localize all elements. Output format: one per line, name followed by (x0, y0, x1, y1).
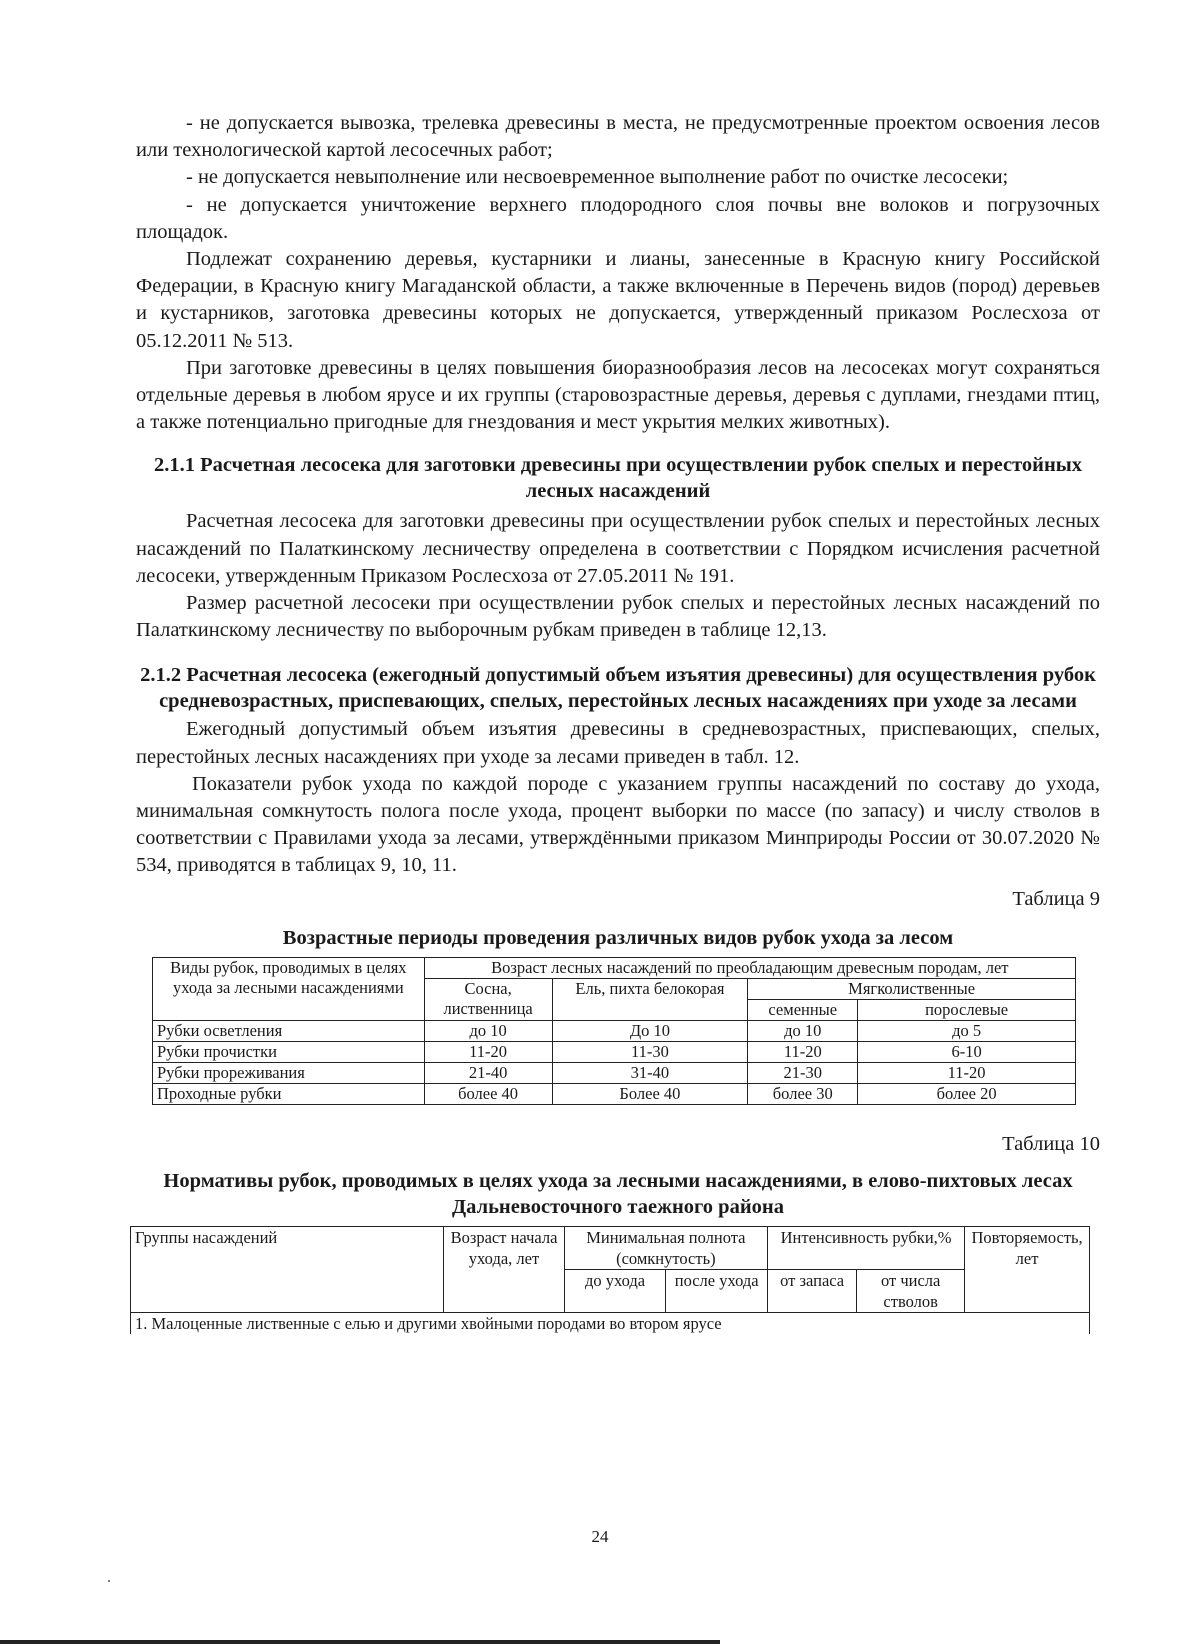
paragraph-212-2: Показатели рубок ухода по каждой породе с указанием группы насаждений по составу до ухода, минимальная сомкнутость полога после ухода, процент выборки по массе (по запасу) и числу стволов в соответствии с Правилами ухода за лесами, утверждёнными приказом Минприроды России от 30.07.2020 № 534, приводятся в таблицах 9, 10, 11. (136, 772, 1100, 877)
table9-cell: 11-30 (552, 1041, 748, 1062)
paragraph-211-1: Расчетная лесосека для заготовки древесины при осуществлении рубок спелых и перестойных лесных насаждений по Палаткинскому лесничеству определена в соответствии с Порядком исчисления расчетной лесосеки, утвержденным Приказом Рослесхоза от 27.05.2011 № 191. (136, 510, 1100, 587)
table10-head-stems: от числа стволов (857, 1270, 965, 1313)
table10-head-groups: Группы насаждений (131, 1227, 444, 1313)
table9-cell: 31-40 (552, 1062, 748, 1083)
table-row (153, 1062, 1076, 1083)
paragraph-red-book: Подлежат сохранению деревья, кустарники и лианы, занесенные в Красную книгу Российской Федерации, в Красную книгу Магаданской области, а также включенные в Перечень видов (пород) деревьев и кустарников, заготовка древесины которых не допускается, утвержденный приказом Рослесхоза от 05.12.2011 № 513. (136, 248, 1100, 352)
table9-cell: 11-20 (858, 1062, 1076, 1083)
table10-head-before: до ухода (564, 1270, 666, 1313)
table9-head-cut-types: Виды рубок, проводимых в целях ухода за лесными насаждениями (153, 957, 425, 1020)
table9-cell: Проходные рубки (153, 1083, 425, 1104)
table10 (130, 1226, 1090, 1334)
table9-cell: До 10 (552, 1020, 748, 1041)
table-row (153, 1020, 1076, 1041)
scan-edge-line (0, 1640, 720, 1644)
section-heading-212: 2.1.2 Расчетная лесосека (ежегодный допустимый объем изъятия древесины) для осуществления рубок средневозрастных, приспевающих, спелых, перестойных лесных насаждениях при уходе за лесами (140, 664, 1096, 713)
page-number: 24 (591, 1527, 609, 1546)
table9-cell: до 10 (424, 1020, 552, 1041)
table-row (153, 1041, 1076, 1062)
table10-head-repeat: Повторяемость, лет (965, 1227, 1090, 1313)
paragraph-biodiversity: При заготовке древесины в целях повышения биоразнообразия лесов на лесосеках могут сохраняться отдельные деревья в любом ярусе и их группы (старовозрастные деревья, деревья с дуплами, гнездами птиц, а также потенциально пригодные для гнездования и мест укрытия мелких животных). (136, 356, 1100, 434)
table9-cell: более 40 (424, 1083, 552, 1104)
table9-cell: Рубки осветления (153, 1020, 425, 1041)
table9-cell: до 5 (858, 1020, 1076, 1041)
table10-head-stock: от запаса (768, 1270, 857, 1313)
table9-head-spruce: Ель, пихта белокорая (552, 978, 748, 1020)
table9-cell: 21-30 (748, 1062, 858, 1083)
section-heading-211: 2.1.1 Расчетная лесосека для заготовки древесины при осуществлении рубок спелых и перестойных лесных насаждений (153, 454, 1083, 503)
table9-cell: 6-10 (858, 1041, 1076, 1062)
table9-cell: до 10 (748, 1020, 858, 1041)
table9-head-softwood: Мягколиственные (748, 978, 1076, 999)
paragraph-bullet-3: - не допускается уничтожение верхнего плодородного слоя почвы вне волоков и погрузочных площадок. (136, 193, 1100, 243)
table-row (153, 1083, 1076, 1104)
table9-cell: 11-20 (748, 1041, 858, 1062)
table10-caption: Нормативы рубок, проводимых в целях ухода за лесными насаждениями, в елово-пихтовых лесах Дальневосточного таежного района (163, 1170, 1073, 1219)
table9 (152, 957, 1076, 1105)
table9-cell: Более 40 (552, 1083, 748, 1104)
table9-head-seed: семенные (748, 999, 858, 1020)
document-page (136, 110, 1100, 1334)
table9-caption: Возрастные периоды проведения различных видов рубок ухода за лесом (282, 926, 954, 949)
table9-head-pine: Сосна, лиственница (424, 978, 552, 1020)
scan-speck (108, 1580, 110, 1582)
paragraph-bullet-2: - не допускается невыполнение или несвоевременное выполнение работ по очистке лесосеки; (186, 166, 1009, 189)
table9-cell: более 20 (858, 1083, 1076, 1104)
table10-head-density: Минимальная полнота (сомкнутость) (564, 1227, 767, 1270)
table10-cell: 1. Малоценные лиственные с елью и другими хвойными породами во втором ярусе (131, 1313, 1090, 1335)
table9-cell: 21-40 (424, 1062, 552, 1083)
table9-head-age-group: Возраст лесных насаждений по преобладающим древесным породам, лет (424, 957, 1075, 978)
paragraph-bullet-1: - не допускается вывозка, трелевка древесины в места, не предусмотренные проектом освоения лесов или технологической картой лесосечных работ; (136, 112, 1100, 162)
table10-head-age: Возраст начала ухода, лет (444, 1227, 564, 1313)
paragraph-212-1: Ежегодный допустимый объем изъятия древесины в средневозрастных, приспевающих, спелых, перестойных лесных насаждениях при уходе за лесами приведен в табл. 12. (136, 718, 1100, 768)
table9-cell: 11-20 (424, 1041, 552, 1062)
table9-cell: Рубки прочистки (153, 1041, 425, 1062)
table10-head-intensity: Интенсивность рубки,% (768, 1227, 965, 1270)
paragraph-211-2: Размер расчетной лесосеки при осуществлении рубок спелых и перестойных лесных насаждений по Палаткинскому лесничеству по выборочным рубкам приведен в таблице 12,13. (136, 592, 1100, 642)
table10-head-after: после ухода (666, 1270, 768, 1313)
table-row (131, 1313, 1090, 1335)
table10-label: Таблица 10 (1002, 1132, 1100, 1155)
table9-cell: более 30 (748, 1083, 858, 1104)
table9-head-coppice: порослевые (858, 999, 1076, 1020)
table9-label: Таблица 9 (1012, 887, 1100, 910)
table9-cell: Рубки прореживания (153, 1062, 425, 1083)
